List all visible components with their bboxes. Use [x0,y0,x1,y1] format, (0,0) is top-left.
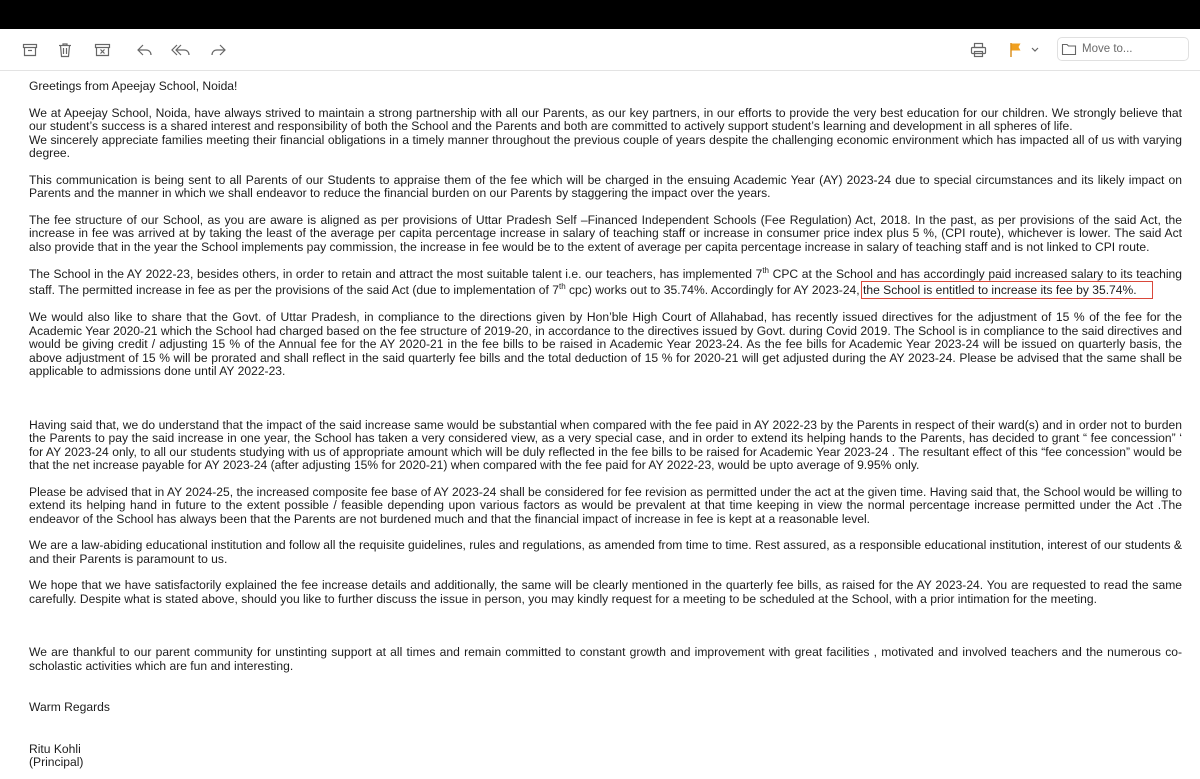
mail-toolbar [0,29,1200,71]
reply-all-icon[interactable] [170,39,192,61]
greeting: Greetings from Apeejay School, Noida! [29,79,238,93]
paragraph-fee-structure: The fee structure of our School, as you are aware is aligned as per provisions of Uttar Pradesh Self –Financed Independent Schools (Fee Regulation) Act, 2018. In the past, as per provisions of the said Act, the increase in fee was arrived at by taking the least of the average per capita percentage increase in salary of teaching staff or increase in consumer price index plus 5 %, (CPI route), whichever is lower. The said Act also provide that in the year the School implements pay commission, the increase in fee would be to the extent of average per capita percentage increase in salary of teaching staff and is not linked to CPI route. [29,212,1182,254]
paragraph-thanks: We are thankful to our parent community for unstinting support at all times and remain committed to constant growth and improvement with great facilities , motivated and involved teachers and the numerous co-scholastic activities which are fun and interesting. [29,645,1182,673]
archive-icon[interactable] [19,39,41,61]
window-top-bar [0,0,1200,29]
print-icon[interactable] [967,39,989,61]
paragraph-cpc: The School in the AY 2022-23, besides others, in order to retain and attract the most suitable talent i.e. our teachers, has implemented 7th CPC at the School and has accordingly paid increased salary to its teaching staff. The permitted increase in fee as per the provisions of the said Act (due to implementation of 7th cpc) works out to 35.74%. Accordingly for AY 2023-24, the School is entitled to increase its fee by 35.74%. [29,265,1183,297]
move-to-button[interactable] [1057,37,1189,61]
paragraph-compliance: We are a law-abiding educational institution and follow all the requisite guidelines, rules and regulations, as amended from time to time. Rest assured, as a responsible educational institution, interest of our students & and their Parents is paramount to us. [29,538,1182,566]
reply-icon[interactable] [133,39,155,61]
closing: Warm Regards [29,700,110,714]
paragraph-communication: This communication is being sent to all Parents of our Students to appraise them of the fee which will be charged in the ensuing Academic Year (AY) 2023-24 due to special circumstances and its likely impact on Parents and the manner in which we shall endeavor to reduce the financial burden on our Parents by staggering the impact over the years. [29,172,1182,200]
email-body [29,80,1182,770]
chevron-down-icon[interactable] [1028,39,1042,61]
move-to-label: Move to... [1082,43,1133,55]
signature [29,743,1182,770]
folder-icon [1061,42,1077,56]
junk-icon[interactable] [91,39,113,61]
signer-name: Ritu Kohli [29,741,81,756]
paragraph-adjustment: We would also like to share that the Govt. of Uttar Pradesh, in compliance to the directions given by Hon’ble High Court of Allahabad, has recently issued directives for the adjustment of 15 % of the fee for the Academic Year 2020-21 which the School had charged based on the fee structure of 2019-20, in accordance to the directives issued by Govt. during Covid 2019. The School is in compliance to the said directives and would be giving credit / adjusting 15 % of the Annual fee for the AY 2020-21 in the fee bills to be raised in Academic Year 2023-24. As the fee bills for Academic Year 2023-24 will be issued on quarterly basis, the above adjustment of 15 % will be prorated and shall reflect in the said quarterly fee bills and the total deduction of 15 % for 2020-21 will get adjusted during the AY 2023-24. Please be advised that the same shall be applicable to admissions done until AY 2022-23. [29,310,1182,378]
paragraph-future-revision: Please be advised that in AY 2024-25, the increased composite fee base of AY 2023-24 shall be considered for fee revision as permitted under the act at the given time. Having said that, the School would be willing to extend its helping hand in future to the extent possible / feasible depending upon various factors as would be prevalent at that time keeping in view the normal percentage increase permitted under the Act .The endeavor of the School has always been that the Parents are not burdened much and that the financial impact of increase in fee is kept at a reasonable level. [29,484,1182,526]
forward-icon[interactable] [207,39,229,61]
paragraph-concession: Having said that, we do understand that the impact of the said increase same would be substantial when compared with the fee paid in AY 2022-23 by the Parents in respect of their ward(s) and in order not to burden the Parents to pay the said increase in one year, the School has taken a very considered view, as a very special case, and in order to extend its helping hands to the Parents, has decided to grant “ fee concession” ‘ for AY 2023-24 only, to all our students studying with us of appropriate amount which will be duly reflected in the fee bills to be raised for Academic Year 2023-24 . The resultant effect of this “fee concession” would be that the net increase payable for AY 2023-24 (after adjusting 15% for 2020-21) when compared with the fee paid for AY 2022-23, would be upto average of 9.95% only. [29,417,1182,472]
paragraph-appreciation: We sincerely appreciate families meeting their financial obligations in a timely manner throughout the previous couple of years despite the challenging economic environment which has impacted all of us with varying degree. [29,132,1182,160]
signer-title: (Principal) [29,755,84,769]
paragraph-partnership: We at Apeejay School, Noida, have always strived to maintain a strong partnership with all our Parents, as our key partners, in our efforts to provide the very best education for our children. We strongly believe that our student’s success is a shared interest and responsibility of both the School and the Parents and both are committed to actively support student’s learning and development in all spheres of life. [29,105,1182,133]
paragraph-explanation: We hope that we have satisfactorily explained the fee increase details and additionally, the same will be clearly mentioned in the quarterly fee bills, as raised for the AY 2023-24. You are requested to read the same carefully. Despite what is stated above, should you like to further discuss the issue in person, you may kindly request for a meeting to be scheduled at the School, with a prior intimation for the meeting. [29,578,1182,606]
flag-icon[interactable] [1005,39,1027,61]
trash-icon[interactable] [54,39,76,61]
highlighted-fee-increase: the School is entitled to increase its fee by 35.74%. [863,283,1151,297]
